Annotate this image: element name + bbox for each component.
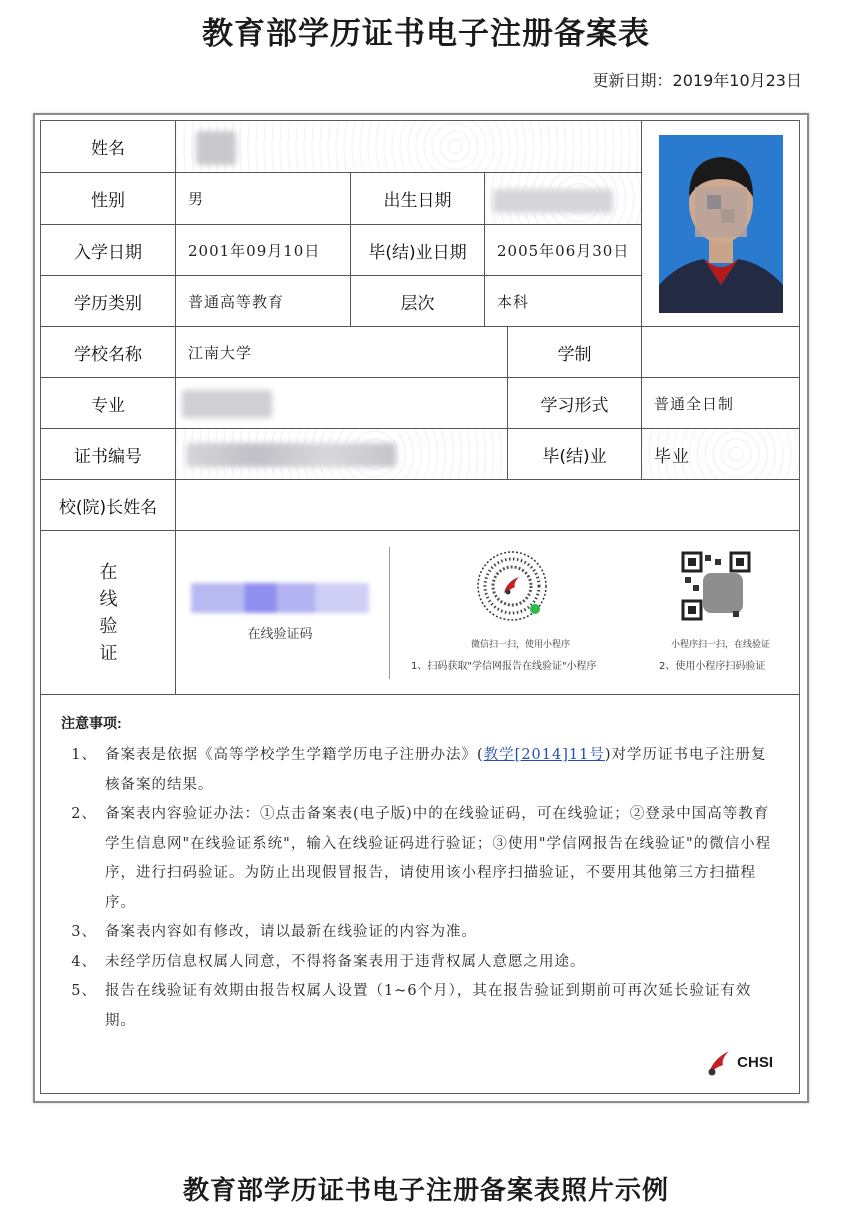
- redacted-name: [196, 131, 236, 165]
- record-frame: [40, 120, 800, 1094]
- note-item: [61, 800, 781, 918]
- notes-heading: 注意事项:: [61, 715, 122, 731]
- note-text-post: )对学历证书电子注册复核备案的结果。: [105, 747, 767, 793]
- label-edu-type: 学历类别: [41, 276, 176, 327]
- label-cert-no: 证书编号: [41, 429, 176, 480]
- label-birth-date: 出生日期: [351, 173, 485, 225]
- verify-char-1: 在: [99, 561, 118, 583]
- chsi-logo: [705, 1047, 773, 1077]
- record-sheet: [33, 113, 809, 1103]
- label-duration: 学制: [508, 327, 642, 378]
- note-text: 备案表内容如有修改，请以最新在线验证的内容为准。: [105, 924, 477, 940]
- note-item: [61, 948, 781, 978]
- value-enroll-date: 2001年09月10日: [176, 225, 351, 276]
- redacted-cert-no: [186, 443, 396, 467]
- note-text-pre: 备案表是依据《高等学校学生学籍学历电子注册办法》(: [105, 747, 484, 763]
- miniprogram-qr-code[interactable]: [681, 551, 751, 621]
- qr2-caption: 2、使用小程序扫码验证: [659, 661, 766, 672]
- value-birth-date: [485, 173, 642, 225]
- value-edu-type: 普通高等教育: [176, 276, 351, 327]
- online-verify-code[interactable]: [191, 583, 369, 613]
- chsi-flame-icon: [705, 1047, 733, 1077]
- note-number: 5、: [71, 983, 97, 999]
- label-grad-status: 毕(结)业: [508, 429, 642, 480]
- note-number: 3、: [71, 924, 97, 940]
- label-name: 姓名: [41, 121, 176, 173]
- qr1-small-caption: 微信扫一扫，使用小程序: [471, 640, 571, 650]
- student-photo: [659, 135, 783, 313]
- value-major: [176, 378, 508, 429]
- value-grad-date: 2005年06月30日: [485, 225, 642, 276]
- note-item: [61, 977, 781, 1036]
- label-enroll-date: 入学日期: [41, 225, 176, 276]
- notes-section: [61, 713, 781, 1036]
- info-table: [41, 121, 799, 695]
- verify-divider: [389, 547, 390, 679]
- wechat-qr-code[interactable]: [477, 551, 547, 621]
- note-text: 备案表内容验证办法：①点击备案表(电子版)中的在线验证码，可在线验证；②登录中国高等教育学生信息网"在线验证系统"，输入在线验证码进行验证；③使用"学信网报告在线验证"的微信小程序，进行扫码验证。为防止出现假冒报告，请使用该小程序扫描验证，不要用其他第三方扫描程序。: [105, 806, 772, 911]
- value-level: 本科: [485, 276, 642, 327]
- note-item: [61, 741, 781, 800]
- value-grad-status: 毕业: [642, 429, 799, 480]
- value-gender: 男: [176, 173, 351, 225]
- value-duration: [642, 327, 799, 378]
- label-gender: 性别: [41, 173, 176, 225]
- note-text: 报告在线验证有效期由报告权属人设置（1~6个月），其在报告验证到期前可再次延长验证有效期。: [105, 983, 752, 1029]
- value-study-form: 普通全日制: [642, 378, 799, 429]
- qr2-small-caption: 小程序扫一扫，在线验证: [671, 640, 771, 650]
- note-text: [105, 741, 781, 800]
- label-grad-date: 毕(结)业日期: [351, 225, 485, 276]
- note-number: 1、: [71, 747, 97, 763]
- update-date: 更新日期：2019年10月23日: [592, 71, 802, 90]
- qr1-caption: 1、扫码获取"学信网报告在线验证"小程序: [411, 661, 597, 672]
- verify-code-caption: 在线验证码: [247, 627, 313, 642]
- label-president: 校(院)长姓名: [41, 480, 176, 531]
- verify-char-3: 验: [99, 615, 118, 637]
- label-school: 学校名称: [41, 327, 176, 378]
- label-study-form: 学习形式: [508, 378, 642, 429]
- chsi-logo-text: CHSI: [737, 1053, 773, 1071]
- regulation-link[interactable]: 教学[2014]11号: [483, 747, 605, 763]
- verify-char-2: 线: [99, 588, 118, 610]
- note-number: 4、: [71, 953, 97, 970]
- note-item: [61, 918, 781, 948]
- value-name: [176, 121, 642, 173]
- value-president: [176, 480, 799, 531]
- redacted-birth-date: [493, 189, 613, 213]
- verify-char-4: 证: [99, 642, 118, 664]
- page-title: 教育部学历证书电子注册备案表: [202, 16, 650, 52]
- value-cert-no: [176, 429, 508, 480]
- redacted-major: [182, 390, 272, 418]
- label-online-verify: [41, 531, 176, 694]
- image-caption: 教育部学历证书电子注册备案表照片示例: [182, 1176, 669, 1206]
- label-major: 专业: [41, 378, 176, 429]
- note-text: 未经学历信息权属人同意，不得将备案表用于违背权属人意愿之用途。: [105, 953, 586, 970]
- note-number: 2、: [71, 806, 97, 822]
- value-school: 江南大学: [176, 327, 508, 378]
- label-level: 层次: [351, 276, 485, 327]
